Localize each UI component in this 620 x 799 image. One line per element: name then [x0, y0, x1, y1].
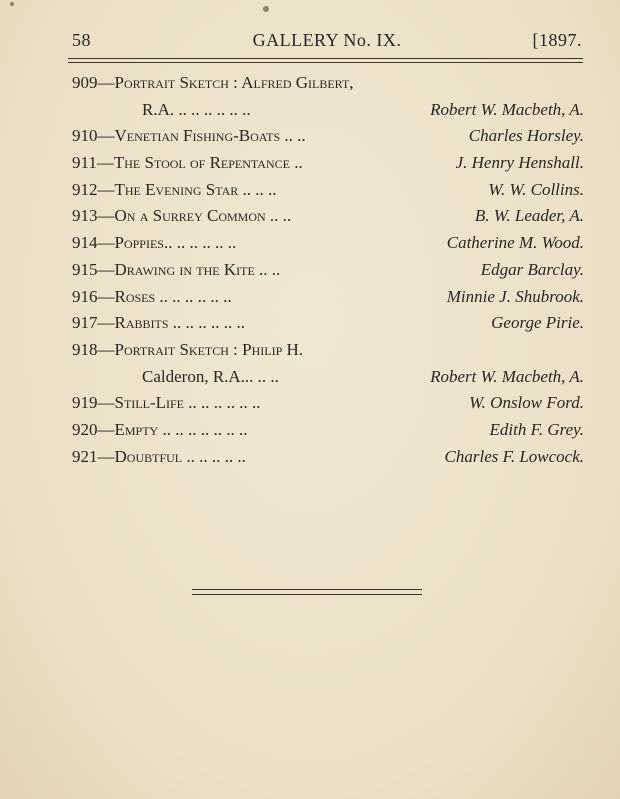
- entry-artist: Robert W. Macbeth, A.: [430, 366, 584, 386]
- entry-artist: Edith F. Grey.: [489, 419, 584, 439]
- entry-title: 919—Still-Life .. .. .. .. .. ..: [72, 393, 261, 413]
- entry-title: 909—Portrait Sketch : Alfred Gilbert,: [72, 73, 354, 92]
- entry-artist: Edgar Barclay.: [480, 259, 584, 279]
- entry-title: 915—Drawing in the Kite .. ..: [72, 259, 281, 279]
- year: [1897.: [532, 30, 582, 50]
- entry-title: 917—Rabbits .. .. .. .. .. ..: [72, 313, 246, 333]
- entry-artist: J. Henry Henshall.: [455, 153, 584, 173]
- entry-title: 912—The Evening Star .. .. ..: [72, 179, 277, 199]
- entry-title: 918—Portrait Sketch : Philip H.: [72, 339, 304, 359]
- entry-artist: W. W. Collins.: [488, 179, 584, 199]
- entry-title: 920—Empty .. .. .. .. .. .. ..: [72, 419, 248, 439]
- catalogue-entry: [72, 337, 587, 364]
- ink-speck: [263, 6, 269, 12]
- end-rule-top: [192, 589, 422, 590]
- entry-artist: George Pirie.: [491, 313, 584, 333]
- catalogue-entry: [72, 417, 587, 444]
- catalogue-entry: [72, 150, 587, 177]
- page-number: 58: [72, 30, 91, 50]
- ink-speck: [10, 2, 14, 6]
- running-head: GALLERY No. IX.: [252, 30, 402, 50]
- catalogue-entry: [72, 390, 587, 417]
- entry-artist: Charles F. Lowcock.: [444, 446, 584, 466]
- entry-artist: B. W. Leader, A.: [474, 206, 584, 226]
- entry-artist: W. Onslow Ford.: [469, 393, 584, 413]
- entry-title: Calderon, R.A... .. ..: [142, 366, 279, 386]
- catalogue-entries: [72, 70, 587, 470]
- catalogue-entry: [72, 310, 587, 337]
- header-rule-bottom: [68, 62, 583, 63]
- entry-artist: Minnie J. Shubrook.: [446, 286, 584, 306]
- catalogue-entry: [72, 203, 587, 230]
- entry-title: 913—On a Surrey Common .. ..: [72, 206, 292, 226]
- entry-title: 916—Roses .. .. .. .. .. ..: [72, 286, 232, 306]
- catalogue-entry: [72, 444, 587, 471]
- catalogue-entry: [72, 257, 587, 284]
- entry-artist: Charles Horsley.: [468, 126, 584, 146]
- entry-artist: Catherine M. Wood.: [446, 233, 584, 253]
- catalogue-entry: [72, 123, 587, 150]
- catalogue-entry: [72, 230, 587, 257]
- entry-title: 911—The Stool of Repentance ..: [72, 153, 303, 173]
- entry-title: R.A. .. .. .. .. .. ..: [142, 99, 251, 119]
- entry-title: 910—Venetian Fishing-Boats .. ..: [72, 126, 306, 146]
- entry-artist: Robert W. Macbeth, A.: [430, 99, 584, 119]
- page-header: [72, 26, 582, 56]
- entry-title: 914—Poppies.. .. .. .. .. ..: [72, 233, 237, 253]
- catalogue-entry: [72, 70, 587, 97]
- catalogue-entry: [72, 284, 587, 311]
- catalogue-entry: [72, 364, 587, 391]
- header-rule-top: [68, 58, 583, 59]
- catalogue-entry: [72, 177, 587, 204]
- catalogue-entry: [72, 97, 587, 124]
- end-rule-bottom: [192, 594, 422, 595]
- entry-title: 921—Doubtful .. .. .. .. ..: [72, 446, 246, 466]
